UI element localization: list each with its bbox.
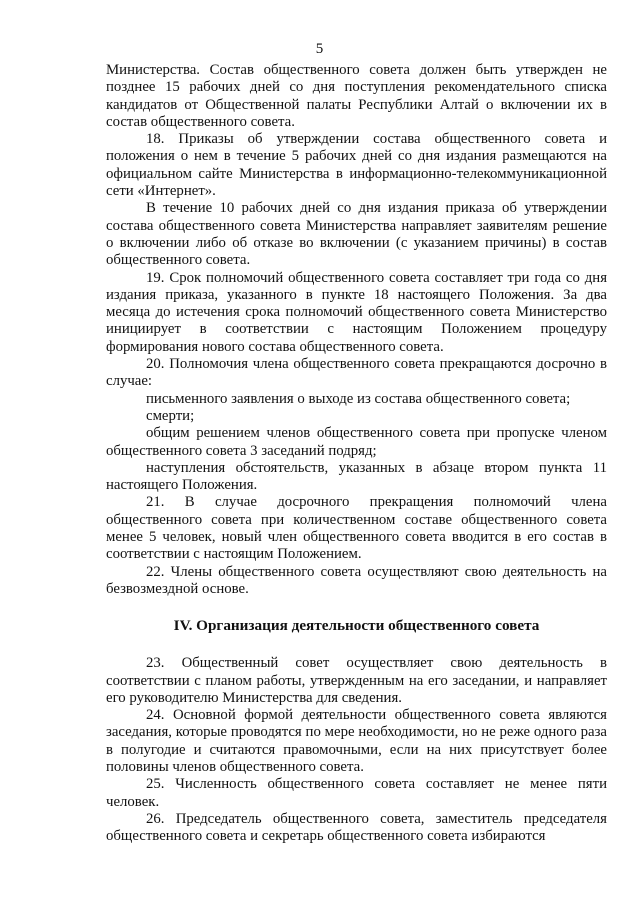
- paragraph: 20. Полномочия члена общественного совета прекращаются досрочно в случае:: [106, 356, 607, 390]
- paragraph: 24. Основной формой деятельности общественного совета являются заседания, которые проводятся по мере необходимости, но не реже одного раза в полугодие и считаются правомочными, если на них присутствует более половины членов общественного совета.: [106, 707, 607, 775]
- paragraph: 18. Приказы об утверждении состава общественного совета и положения о нем в течение 5 рабочих дней со дня издания размещаются на официальном сайте Министерства в информационно-телекоммуникационной сети «Интернет».: [106, 131, 607, 200]
- paragraph: 22. Члены общественного совета осуществляют свою деятельность на безвозмездной основе.: [106, 563, 607, 597]
- list-item: письменного заявления о выходе из состава общественного совета;: [146, 390, 571, 407]
- section-title: IV. Организация деятельности общественного совета: [173, 617, 540, 635]
- paragraph: 26. Председатель общественного совета, заместитель председателя общественного совета и секретарь общественного совета избираются: [106, 810, 607, 845]
- document-body: [106, 62, 607, 845]
- paragraphs-before-section: [106, 62, 607, 598]
- paragraph: В течение 10 рабочих дней со дня издания приказа об утверждении состава общественного совета Министерства направляет заявителям решение о включении либо об отказе во включении (с указанием причины) в состав общественного совета.: [106, 200, 607, 269]
- paragraph: 23. Общественный совет осуществляет свою деятельность в соответствии с планом работы, утвержденным на его заседании, и направляет его руководителю Министерства для сведения.: [106, 655, 607, 706]
- list-item: смерти;: [146, 407, 195, 424]
- list-item: наступления обстоятельств, указанных в абзаце втором пункта 11 настоящего Положения.: [106, 459, 607, 494]
- paragraph: 19. Срок полномочий общественного совета составляет три года со дня издания приказа, указанного в пункте 18 настоящего Положения. За два месяца до истечения срока полномочий общественного совета Министерство инициирует в соответствии с настоящим Положением процедуру формирования нового состава общественного совета.: [106, 269, 607, 355]
- paragraph: Министерства. Состав общественного совета должен быть утвержден не позднее 15 рабочих дней со дня поступления рекомендательного списка кандидатов от Общественной палаты Республики Алтай о включении их в состав общественного совета.: [106, 62, 607, 130]
- paragraph: 25. Численность общественного совета составляет не менее пяти человек.: [106, 776, 607, 810]
- paragraphs-after-section: [106, 655, 607, 845]
- paragraph: 21. В случае досрочного прекращения полномочий члена общественного совета при количественном составе общественного совета менее 5 человек, новый член общественного совета вводится в его состав в соответствии с настоящим Положением.: [106, 494, 607, 563]
- page-number: 5: [315, 41, 324, 57]
- list-item: общим решением членов общественного совета при пропуске членом общественного совета 3 заседаний подряд;: [106, 425, 607, 459]
